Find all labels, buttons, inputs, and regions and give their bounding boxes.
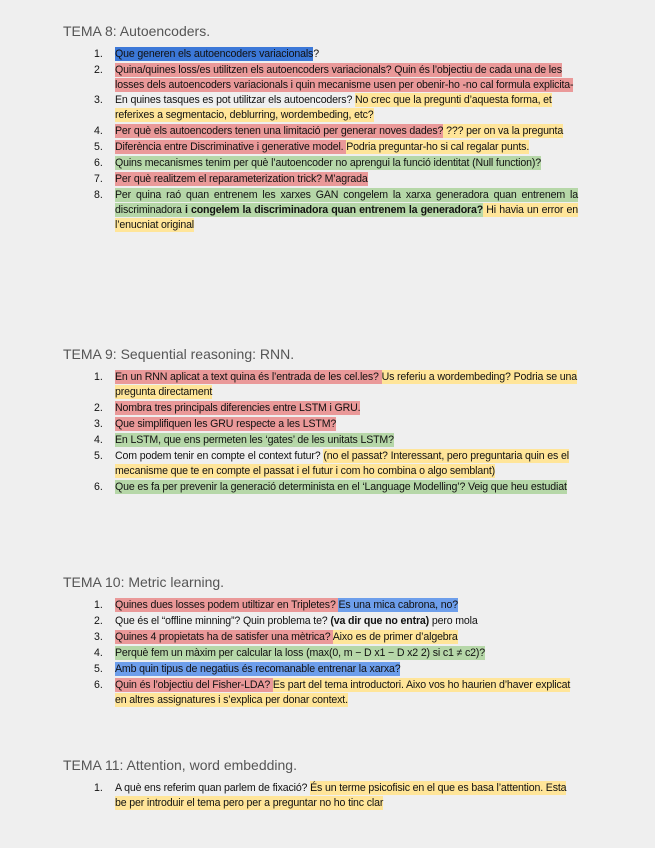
question-text xyxy=(115,662,578,677)
list-number: 6. xyxy=(94,157,103,169)
list-item xyxy=(0,124,578,139)
question-list xyxy=(0,781,578,811)
list-number: 4. xyxy=(94,125,103,137)
list-item xyxy=(0,449,578,479)
plain-text: A què ens referim quan parlem de fixació? xyxy=(115,782,311,794)
list-number: 4. xyxy=(94,434,103,446)
highlighted-text: Diferència entre Discriminative i generative model. xyxy=(115,141,347,153)
question-list xyxy=(0,370,578,495)
question-text xyxy=(115,480,578,495)
highlighted-text: Es part del tema introductori. Aixo vos ho haurien d’haver explicat en altres assignatures i s’explica per donar context. xyxy=(115,679,571,706)
highlighted-text: No crec que la pregunti d’aquesta forma, et referixes a segmentacio, deblurring, wordembeding, etc? xyxy=(115,94,552,121)
list-item xyxy=(0,480,578,495)
highlighted-text: ??? per on va la pregunta xyxy=(443,125,564,137)
list-number: 2. xyxy=(94,615,103,627)
highlighted-text: És un terme psicofisic en el que es basa l’attention. Esta be per introduir el tema pero per a preguntar no ho tinc clar xyxy=(115,782,567,809)
list-item xyxy=(0,188,578,233)
highlighted-text: (no el passat? Interessant, pero preguntaria quin es el mecanisme que te en compte el passat i el futur i com ho combina o algo semblant) xyxy=(115,450,569,477)
list-item xyxy=(0,598,578,613)
question-text xyxy=(115,678,578,708)
highlighted-text: i congelem la discriminadora quan entrenem la generadora? xyxy=(185,204,484,216)
question-text xyxy=(115,781,578,811)
list-number: 6. xyxy=(94,481,103,493)
list-number: 2. xyxy=(94,64,103,76)
list-item xyxy=(0,47,578,62)
section-title: TEMA 10: Metric learning. xyxy=(63,574,225,590)
highlighted-text: Quin és l’objectiu de cada una de les losses dels autoencoders variacionals i quin mecanisme usen per obenir-ho -no cal formula explicita- xyxy=(115,64,574,91)
question-text xyxy=(115,598,578,613)
highlighted-text: Podria preguntar-ho si cal regalar punts. xyxy=(346,141,530,153)
section-title: TEMA 8: Autoencoders. xyxy=(63,23,211,39)
list-item xyxy=(0,63,578,93)
list-number: 1. xyxy=(94,48,103,60)
question-text xyxy=(115,370,578,400)
list-number: 1. xyxy=(94,599,103,611)
highlighted-text: Quins mecanismes tenim per què l’autoencoder no aprengui la funció identitat (Null function)? xyxy=(115,157,541,169)
list-item xyxy=(0,678,578,708)
section-title: TEMA 9: Sequential reasoning: RNN. xyxy=(63,346,295,362)
highlighted-text: Per què realitzem el reparameterization trick? M’agrada xyxy=(115,173,368,185)
highlighted-text: Que es fa per prevenir la generació determinista en el ‘Language Modelling’? Veig que heu estudiat xyxy=(115,481,567,493)
highlighted-text: Quina/quines loss/es utilitzen els autoencoders variacionals? xyxy=(115,64,395,76)
list-item xyxy=(0,172,578,187)
question-text xyxy=(115,630,578,645)
highlighted-text: Que simplifiquen les GRU respecte a les LSTM? xyxy=(115,418,337,430)
list-number: 1. xyxy=(94,371,103,383)
list-number: 5. xyxy=(94,141,103,153)
list-item xyxy=(0,781,578,811)
list-number: 6. xyxy=(94,679,103,691)
list-item xyxy=(0,156,578,171)
question-text xyxy=(115,188,578,233)
highlighted-text: Que generen els autoencoders variacionals xyxy=(115,48,314,60)
section-title: TEMA 11: Attention, word embedding. xyxy=(63,757,297,773)
plain-text: pero mola xyxy=(429,615,478,627)
question-text xyxy=(115,172,578,187)
plain-text: Com podem tenir en compte el context futur? xyxy=(115,450,324,462)
list-number: 8. xyxy=(94,189,103,201)
highlighted-text: Amb quin tipus de negatius és recomanable entrenar la xarxa? xyxy=(115,663,401,675)
highlighted-text: Quines 4 propietats ha de satisfer una mètrica? xyxy=(115,631,333,643)
list-number: 3. xyxy=(94,418,103,430)
question-text xyxy=(115,47,578,62)
list-number: 2. xyxy=(94,402,103,414)
question-text xyxy=(115,63,578,93)
highlighted-text: Us referiu a wordembeding? Podria se una pregunta directament xyxy=(115,371,577,398)
question-text xyxy=(115,646,578,661)
highlighted-text: Nombra tres principals diferencies entre LSTM i GRU. xyxy=(115,402,361,414)
question-text xyxy=(115,401,578,416)
list-item xyxy=(0,662,578,677)
question-list xyxy=(0,47,578,233)
plain-text: En quines tasques es pot utilitzar els autoencoders? xyxy=(115,94,355,106)
plain-text: (va dir que no entra) xyxy=(330,615,430,627)
highlighted-text: Hi havia un error en l’enucniat original xyxy=(115,204,578,231)
list-item xyxy=(0,370,578,400)
list-item xyxy=(0,93,578,123)
question-list xyxy=(0,598,578,708)
highlighted-text: Per quina raó quan entrenem les xarxes GAN congelem la xarxa generadora quan entrenem la discriminadora xyxy=(115,189,578,216)
list-number: 7. xyxy=(94,173,103,185)
question-text xyxy=(115,140,578,155)
question-text xyxy=(115,124,578,139)
question-text xyxy=(115,93,578,123)
highlighted-text: Perquè fem un màxim per calcular la loss (max(0, m − D x1 − D x2 2) si c1 ≠ c2)? xyxy=(115,647,486,659)
highlighted-text: Quin és l’objectiu del Fisher-LDA? xyxy=(115,679,273,691)
list-item xyxy=(0,433,578,448)
highlighted-text: Quines dues losses podem utiltizar en Tripletes? xyxy=(115,599,339,611)
list-item xyxy=(0,646,578,661)
plain-text: ? xyxy=(313,48,319,60)
list-item xyxy=(0,401,578,416)
list-number: 3. xyxy=(94,631,103,643)
question-text xyxy=(115,433,578,448)
highlighted-text: En un RNN aplicat a text quina és l’entrada de les cel.les? xyxy=(115,371,382,383)
list-item xyxy=(0,140,578,155)
question-text xyxy=(115,614,578,629)
list-number: 1. xyxy=(94,782,103,794)
list-number: 3. xyxy=(94,94,103,106)
highlighted-text: Per què els autoencoders tenen una limitació per generar noves dades? xyxy=(115,125,444,137)
question-text xyxy=(115,417,578,432)
list-number: 5. xyxy=(94,450,103,462)
list-item xyxy=(0,417,578,432)
question-text xyxy=(115,449,578,479)
highlighted-text: Aixo es de primer d’algebra xyxy=(332,631,458,643)
list-number: 5. xyxy=(94,663,103,675)
list-item xyxy=(0,614,578,629)
list-number: 4. xyxy=(94,647,103,659)
highlighted-text: En LSTM, que ens permeten les ‘gates’ de les unitats LSTM? xyxy=(115,434,394,446)
question-text xyxy=(115,156,578,171)
highlighted-text: Es una mica cabrona, no? xyxy=(338,599,458,611)
list-item xyxy=(0,630,578,645)
plain-text: Que és el “offline minning”? Quin problema te? xyxy=(115,615,331,627)
